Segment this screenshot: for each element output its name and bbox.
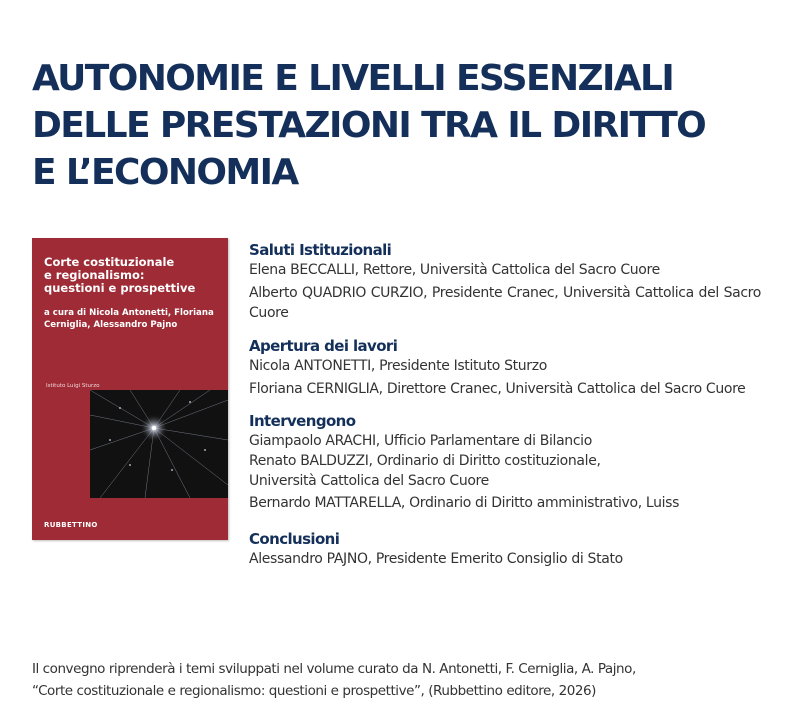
program-section-saluti xyxy=(249,240,761,323)
book-cover-title-line: Corte costituzionale xyxy=(44,255,175,269)
program-section-heading: Apertura dei lavori xyxy=(249,337,398,355)
program-line: Alessandro PAJNO, Presidente Emerito Consiglio di Stato xyxy=(249,551,623,567)
page-title-line: AUTONOMIE E LIVELLI ESSENZIALI xyxy=(32,58,674,99)
program-section-intervengono xyxy=(249,411,761,513)
book-cover-editors-line: Cerniglia, Alessandro Pajno xyxy=(44,320,178,330)
program-line: Renato BALDUZZI, Ordinario di Diritto costituzionale, xyxy=(249,453,601,469)
program-section-conclusioni xyxy=(249,529,761,569)
program-line: Floriana CERNIGLIA, Direttore Cranec, Università Cattolica del Sacro Cuore xyxy=(249,381,746,397)
book-cover xyxy=(32,238,228,540)
page-title-line: E L’ECONOMIA xyxy=(32,152,298,193)
page-title xyxy=(32,55,782,196)
program-line: Università Cattolica del Sacro Cuore xyxy=(249,473,489,489)
program-line: Elena BECCALLI, Rettore, Università Cattolica del Sacro Cuore xyxy=(249,262,660,278)
footer-note xyxy=(32,658,792,702)
book-cover-starburst-image xyxy=(90,390,228,498)
book-cover-editors-line: a cura di Nicola Antonetti, Floriana xyxy=(44,308,214,318)
book-cover-title-line: questioni e prospettive xyxy=(44,281,196,295)
book-cover-series: Istituto Luigi Sturzo xyxy=(46,383,100,389)
book-cover-editors xyxy=(44,307,228,331)
book-cover-title-line: e regionalismo: xyxy=(44,268,145,282)
program-section-heading: Intervengono xyxy=(249,412,356,430)
book-cover-publisher: RUBBETTINO xyxy=(44,521,98,529)
program-section-heading: Conclusioni xyxy=(249,530,340,548)
program-line: Alberto QUADRIO CURZIO, Presidente Cranec, Università Cattolica del Sacro Cuore xyxy=(249,285,761,321)
page-title-line: DELLE PRESTAZIONI TRA IL DIRITTO xyxy=(32,105,706,146)
program-line: Bernardo MATTARELLA, Ordinario di Diritto amministrativo, Luiss xyxy=(249,495,680,511)
starburst-graphic xyxy=(90,390,228,498)
program-section-apertura xyxy=(249,336,761,399)
footer-note-line: Il convegno riprenderà i temi sviluppati nel volume curato da N. Antonetti, F. Cerniglia, A. Pajno, xyxy=(32,661,636,677)
program-line: Giampaolo ARACHI, Ufficio Parlamentare di Bilancio xyxy=(249,433,592,449)
book-cover-title xyxy=(44,256,224,295)
program-section-heading: Saluti Istituzionali xyxy=(249,241,392,259)
footer-note-line: “Corte costituzionale e regionalismo: questioni e prospettive”, (Rubbettino editore, 2026) xyxy=(32,683,596,699)
program-line: Nicola ANTONETTI, Presidente Istituto Sturzo xyxy=(249,358,547,374)
program-list xyxy=(249,240,761,581)
